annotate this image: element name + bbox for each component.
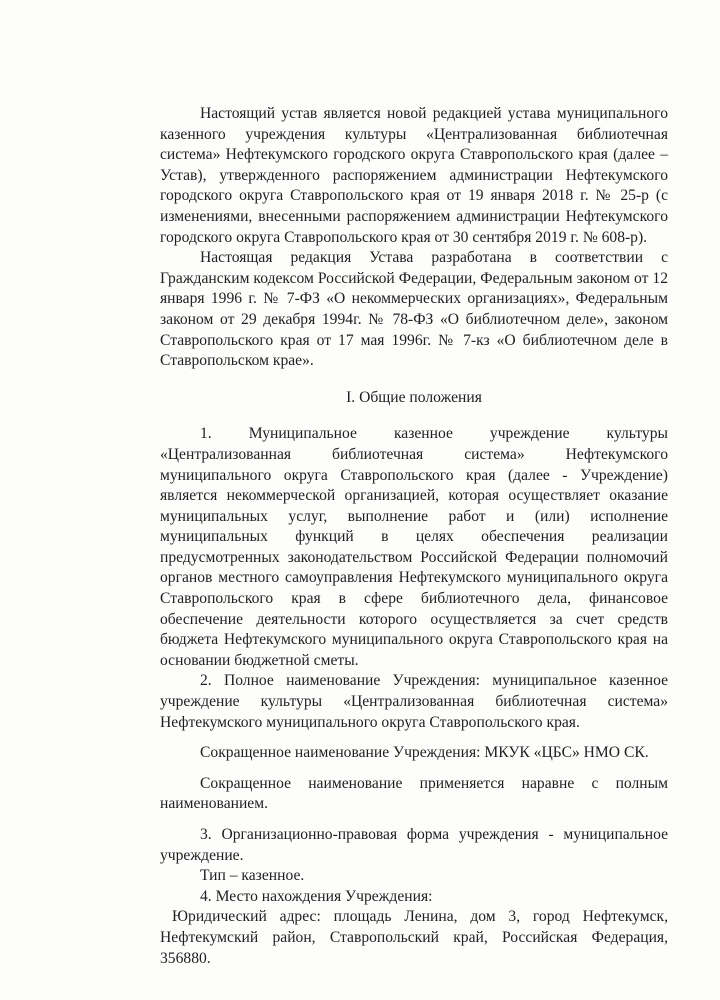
clause-1: 1. Муниципальное казенное учреждение культуры «Централизованная библиотечная система» Нефтекумского муниципального округа Ставропольского края (далее - Учреждение) является некоммерческой организацией, которая осуществляет оказание муниципальных услуг, выполнение работ и (или) исполнение муниципальных функций в целях обеспечения реализации предусмотренных законодательством Российской Федерации полномочий органов местного самоуправления Нефтекумского муниципального округа Ставропольского края в сфере библиотечного дела, финансовое обеспечение деятельности которого осуществляется за счет средств бюджета Нефтекумского муниципального округа Ставропольского края на основании бюджетной сметы.	[160, 425, 668, 669]
clause-2-short-name: Сокращенное наименование Учреждения: МКУК «ЦБС» НМО СК.	[200, 744, 649, 762]
clause-2-full-name: 2. Полное наименование Учреждения: муниципальное казенное учреждение культуры «Централизованная библиотечная система» Нефтекумского муниципального округа Ставропольского края.	[160, 672, 668, 731]
clause-2-short-name-usage: Сокращенное наименование применяется наравне с полным наименованием.	[160, 774, 668, 813]
clause-4-location: 4. Место нахождения Учреждения:	[200, 887, 433, 905]
clause-4-legal-address: Юридический адрес: площадь Ленина, дом 3, город Нефтекумск, Нефтекумский район, Ставропольский край, Российская Федерация, 356880.	[160, 908, 668, 967]
document-body	[160, 104, 668, 969]
clause-3-type: Тип – казенное.	[200, 867, 305, 885]
intro-paragraph-1: Настоящий устав является новой редакцией устава муниципального казенного учреждения культуры «Централизованная библиотечная система» Нефтекумского городского округа Ставропольского края (далее – Устав), утвержденного распоряжением администрации Нефтекумского городского округа Ставропольского края от 19 января 2018 г. № 25-р (с изменениями, внесенными распоряжением администрации Нефтекумского городского округа Ставропольского края от 30 сентября 2019 г. № 608-р).	[160, 105, 668, 246]
clause-3-legal-form: 3. Организационно-правовая форма учреждения - муниципальное учреждение.	[160, 826, 668, 864]
section-title: I. Общие положения	[346, 388, 482, 406]
intro-paragraph-2: Настоящая редакция Устава разработана в соответствии с Гражданским кодексом Российской Федерации, Федеральным законом от 12 января 1996 г. № 7-ФЗ «О некоммерческих организациях», Федеральным законом от 29 декабря 1994г. № 78-ФЗ «О библиотечном деле», законом Ставропольского края от 17 мая 1996г. № 7-кз «О библиотечном деле в Ставропольском крае».	[160, 249, 668, 370]
